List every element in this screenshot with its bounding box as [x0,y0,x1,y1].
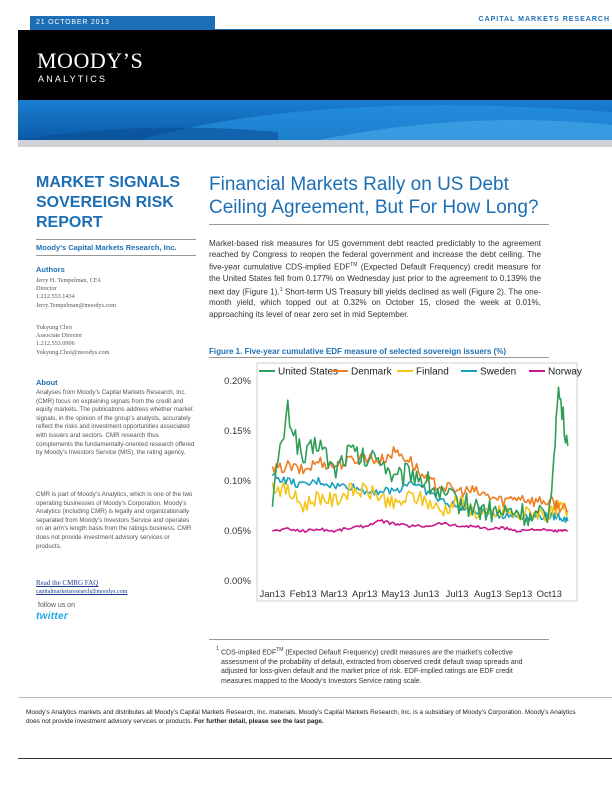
body-text: (Expected Default Frequency) credit measure for the United States fell from 0.177% on Wednesday just prior to the agreement to 0.139% the next day (Figure 1). [209,263,541,297]
author-role: Associate Director [36,332,83,340]
legend-label: Finland [416,366,449,378]
legend-label: United States [278,366,339,378]
follow-label: follow us on [38,602,75,609]
y-tick-label: 0.00% [224,576,251,587]
moodys-logo: MOODY’S [37,48,144,73]
article-title: Financial Markets Rally on US Debt Ceiling Agreement, But For How Long? [209,174,539,218]
x-tick-label: Aug13 [474,589,502,600]
disclaimer [26,708,586,726]
legend-label: Denmark [351,366,392,378]
author-email[interactable]: Yukyung.Choi@moodys.com [36,348,110,356]
x-tick-label: Mar13 [320,589,348,600]
x-tick-label: Jul13 [445,589,469,600]
caption-rule [209,357,549,358]
x-tick-label: May13 [381,589,410,600]
faq-email-link[interactable]: capitalmarketsresearch@moodys.com [36,589,128,595]
y-tick-label: 0.20% [224,376,251,387]
author-name: Jerry H. Tempelman, CFA [36,277,102,284]
legend-label: Sweden [480,366,517,378]
author-name: Yukyung Choi [36,324,72,331]
figure-caption: Figure 1. Five-year cumulative EDF measure of selected sovereign issuers (%) [209,347,507,356]
twitter-logo[interactable]: twitter [36,611,69,622]
faq-link[interactable]: Read the CMRG FAQ [36,579,99,587]
x-tick-label: Sep13 [504,589,533,600]
body-text: Market-based risk measures for US government debt reacted predictably to the agreement reached by Congress to reopen the federal government and increase the debt ceiling. The five-year cumulative CDS-implied EDF [209,239,541,273]
about-paragraph: CMR is part of Moody’s Analytics, which is one of the two operating businesses of Moody’s Corporation. Moody’s Analytics (including CMR) is legally and organizationally separated from Moody’s Investors Service and operates on an arm’s length basis from the ratings business. CMR does not provide investment advisory services or products. [36,491,193,550]
x-tick-label: Jun13 [413,589,440,600]
authors-heading: Authors [36,265,65,274]
y-tick-label: 0.05% [224,526,251,537]
banner-underline [18,140,612,147]
analytics-logo-text: ANALYTICS [38,74,108,84]
title-rule [209,224,549,225]
y-axis [224,376,251,587]
edf-line-chart [207,359,582,604]
footnote-body: (Expected Default Frequency) credit measures are the market’s collective assessment of the probability of default, extracted from observed credit default swap spreads and adjusted for loss-given default and the market price of risk. EDF-implied ratings are EDF credit measures mapped to the Moody’s Investors Service rating scale. [221,649,523,685]
author-email[interactable]: Jerry.Tempelman@moodys.com [36,301,117,309]
y-tick-label: 0.15% [224,426,251,437]
disclaimer-text: Moody’s Analytics markets and distributes all Moody’s Capital Markets Research, Inc. materials. Moody’s Capital Markets Research, Inc. is a subsidiary of Moody’s Corporation. Moody’s Analytics does not provide investment advisory services or products. [26,709,576,725]
legend-label: Norway [548,366,582,378]
footnote-text [221,646,533,686]
body-text: Short-term US Treasury bill yields declined as well (Figure 2). The one-month yield, which topped out at 0.32% on October 15, closed the week at 0.01%, approaching its level of near zero set in mid September. [209,287,541,319]
chart-rule [209,639,549,640]
banner-blue-graphic [18,100,612,140]
x-tick-label: Feb13 [289,589,317,600]
author-block [36,277,116,310]
author-phone: 1.212.553.1434 [36,293,75,301]
y-tick-label: 0.10% [224,476,251,487]
org-name: Moody’s Capital Markets Research, Inc. [36,243,177,252]
sidebar-rule [36,239,196,240]
footnote-ref[interactable]: 1 [279,286,283,293]
report-date: 21 OCTOBER 2013 [30,16,215,29]
author-role: Director [36,285,57,293]
disclaimer-rule [18,697,612,698]
trademark-mark: TM [276,647,284,653]
x-tick-label: Jan13 [259,589,286,600]
author-block [36,324,109,357]
x-tick-label: Oct13 [536,589,562,600]
trademark-mark: TM [350,262,358,269]
footnote-number: 1 [216,646,219,652]
section-label: CAPITAL MARKETS RESEARCH [478,16,610,23]
about-heading: About [36,378,58,387]
article-body [209,238,541,320]
x-tick-label: Apr13 [352,589,378,600]
footnote-body: CDS-implied EDF [221,649,277,657]
report-series-title: MARKET SIGNALS SOVEREIGN RISK REPORT [36,174,180,231]
sidebar-rule [36,255,196,256]
about-paragraph: Analyses from Moody’s Capital Markets Research, Inc. (CMR) focus on explaining signals from the credit and equity markets. The publications address whether market signals, in the opinion of the group’s analysts, accurately reflect the risks and investment opportunities associated with issuers and sectors. CMR research thus complements the fundamentally-oriented research offered by Moody’s Investors Service (MIS), the rating agency. [36,389,195,457]
page-bottom-rule [18,758,612,759]
author-phone: 1.212.553.0906 [36,340,75,348]
disclaimer-bold[interactable]: For further detail, please see the last page. [194,718,324,725]
